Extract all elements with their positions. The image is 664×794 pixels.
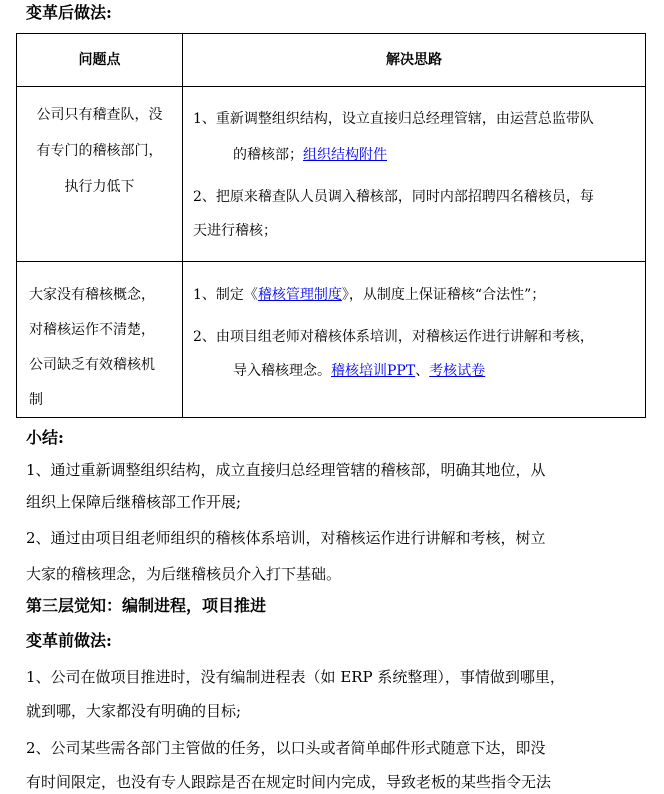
summary-p2-line2: 大家的稽核理念，为后继稽核员介入打下基础。: [26, 565, 342, 583]
row2-solution1-post: 》，从制度上保证稽核“合法性”；: [341, 287, 546, 303]
heading-before-change: 变革前做法:: [26, 631, 112, 650]
row2-solution2-line1: 2、由项目组老师对稽核体系培训，对稽核运作进行讲解和考核，: [193, 329, 594, 345]
summary-p1-line1: 1、通过重新调整组织结构，成立直接归总经理管辖的稽核部，明确其地位，从: [26, 461, 546, 479]
header-solution: 解决思路: [386, 52, 442, 68]
section3-heading: 第三层觉知：编制进程，项目推进: [26, 596, 267, 615]
row2-solution1: [193, 284, 545, 304]
audit-policy-link[interactable]: 稽核管理制度: [257, 287, 342, 303]
row1-problem-line: 公司只有稽查队，没: [36, 107, 163, 123]
org-structure-link[interactable]: 组织结构附件: [303, 147, 387, 163]
row2-problem-line: 大家没有稽核概念，: [29, 287, 155, 303]
row2-solution2-text: 导入稽核理念。: [233, 363, 331, 379]
row1-solution1-text: 的稽核部；: [233, 147, 303, 163]
comparison-table: [16, 33, 646, 418]
row-divider: [17, 261, 645, 262]
row1-solution1-line1: 1、重新调整组织结构，设立直接归总经理管辖，由运营总监带队: [193, 111, 594, 127]
row1-problem-line: 有专门的稽核部门，: [36, 143, 163, 159]
heading-after-change: 变革后做法:: [26, 3, 112, 22]
row1-problem: [17, 104, 182, 212]
before-p2-line2: 有时间限定，也没有专人跟踪是否在规定时间内完成，导致老板的某些指令无法: [26, 773, 552, 791]
link-separator: 、: [415, 363, 430, 379]
row1-solution2-line1: 2、把原来稽查队人员调入稽核部，同时内部招聘四名稽核员，每: [193, 189, 594, 205]
header-problem: 问题点: [78, 52, 121, 68]
row1-problem-line: 执行力低下: [64, 179, 135, 195]
row1-solution2-line2: 天进行稽核；: [193, 223, 277, 239]
row2-problem: [29, 284, 155, 424]
before-p2-line1: 2、公司某些需各部门主管做的任务，以口头或者简单邮件形式随意下达，即没: [26, 739, 546, 757]
before-p1-line2: 就到哪，大家都没有明确的目标;: [26, 702, 242, 720]
summary-heading: 小结:: [26, 428, 64, 447]
training-ppt-link[interactable]: 稽核培训PPT: [331, 363, 416, 379]
summary-p2-line1: 2、通过由项目组老师组织的稽核体系培训，对稽核运作进行讲解和考核，树立: [26, 529, 546, 547]
before-p1-line1: 1、公司在做项目推进时，没有编制进程表（如 ERP 系统整理），事情做到哪里，: [26, 668, 565, 686]
row2-solution2-line2: [233, 360, 485, 380]
column-divider: [182, 34, 183, 417]
row2-problem-line: 公司缺乏有效稽核机: [29, 357, 155, 373]
row1-solution1-line2: [233, 144, 387, 164]
summary-p1-line2: 组织上保障后继稽核部工作开展;: [26, 493, 242, 511]
row2-problem-line: 制: [29, 392, 43, 408]
header-divider: [17, 86, 645, 87]
row2-solution1-pre: 1、制定《: [193, 287, 258, 303]
row2-problem-line: 对稽核运作不清楚，: [29, 322, 155, 338]
exam-paper-link[interactable]: 考核试卷: [429, 363, 486, 379]
